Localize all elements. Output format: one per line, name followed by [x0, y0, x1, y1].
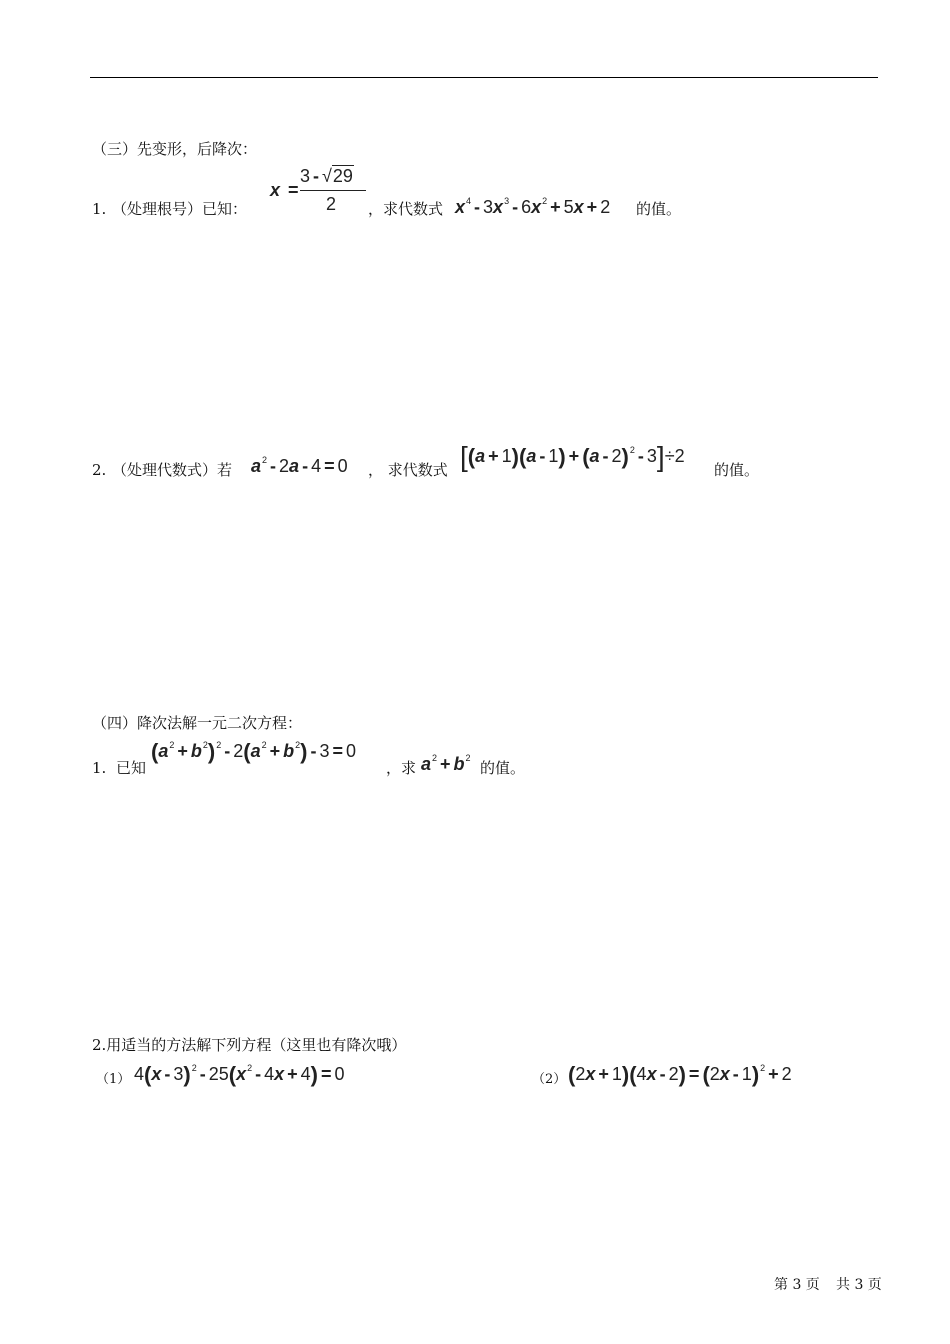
q4-1-number: 1.	[92, 759, 107, 777]
q4-1-target: $a^2 + b^2$	[421, 753, 471, 774]
q3-2-mid: ， 求代数式	[368, 461, 448, 479]
q3-2-tail: 的值。	[714, 461, 760, 479]
q3-2-label: （处理代数式）若	[112, 461, 233, 479]
q4-1-label: 已知	[116, 759, 147, 777]
q3-1-tail: 的值。	[636, 200, 682, 218]
q4-2-heading: 2.用适当的方法解下列方程（这里也有降次哦）	[92, 1036, 407, 1054]
q3-1-x-equals: x =	[270, 180, 299, 200]
q4-2-part1-equation: $4(x - 3)^2 - 25(x^2 - 4x + 4) = 0$	[134, 1062, 345, 1087]
q3-1-number: 1.	[92, 200, 107, 218]
header-rule	[90, 77, 878, 78]
q3-2-number: 2.	[92, 461, 107, 479]
q3-1-fraction	[300, 166, 366, 216]
sqrt-29: 29	[332, 166, 353, 186]
q3-1-label: （处理根号）已知：	[112, 200, 248, 218]
q4-1-tail: 的值。	[480, 759, 526, 777]
q4-1-mid: ，求	[386, 759, 417, 777]
fraction-bar	[300, 190, 366, 191]
q4-2-part2-label: （2）	[532, 1072, 567, 1087]
q4-1-equation: $(a^2 + b^2)^2 - 2(a^2 + b^2) - 3 = 0$	[151, 739, 357, 764]
q3-1-mid: ，求代数式	[368, 200, 444, 218]
section-4-heading: （四）降次法解一元二次方程：	[92, 714, 303, 732]
footer-total-pages: 共 3 页	[836, 1277, 882, 1293]
fraction-numerator: 3 - √29	[300, 166, 353, 186]
q3-2-expression: [(a + 1)(a - 1) + (a - 2)$^2$ - 3]÷2	[460, 441, 685, 472]
q3-1-polynomial: $x^4 - 3x^3 - 6x^2 + 5x + 2$	[455, 196, 611, 217]
section-3-heading: （三）先变形，后降次：	[92, 140, 258, 158]
footer-page-number: 第 3 页	[774, 1277, 820, 1293]
q4-2-part2-equation: (2x + 1)(4x - 2) = (2x - 1)$^2$ + 2	[568, 1062, 792, 1087]
fraction-denominator: 2	[326, 194, 337, 214]
q4-2-part1-label: （1）	[96, 1072, 131, 1087]
q3-2-condition: $a^2 - 2a - 4 = 0$	[251, 455, 348, 476]
